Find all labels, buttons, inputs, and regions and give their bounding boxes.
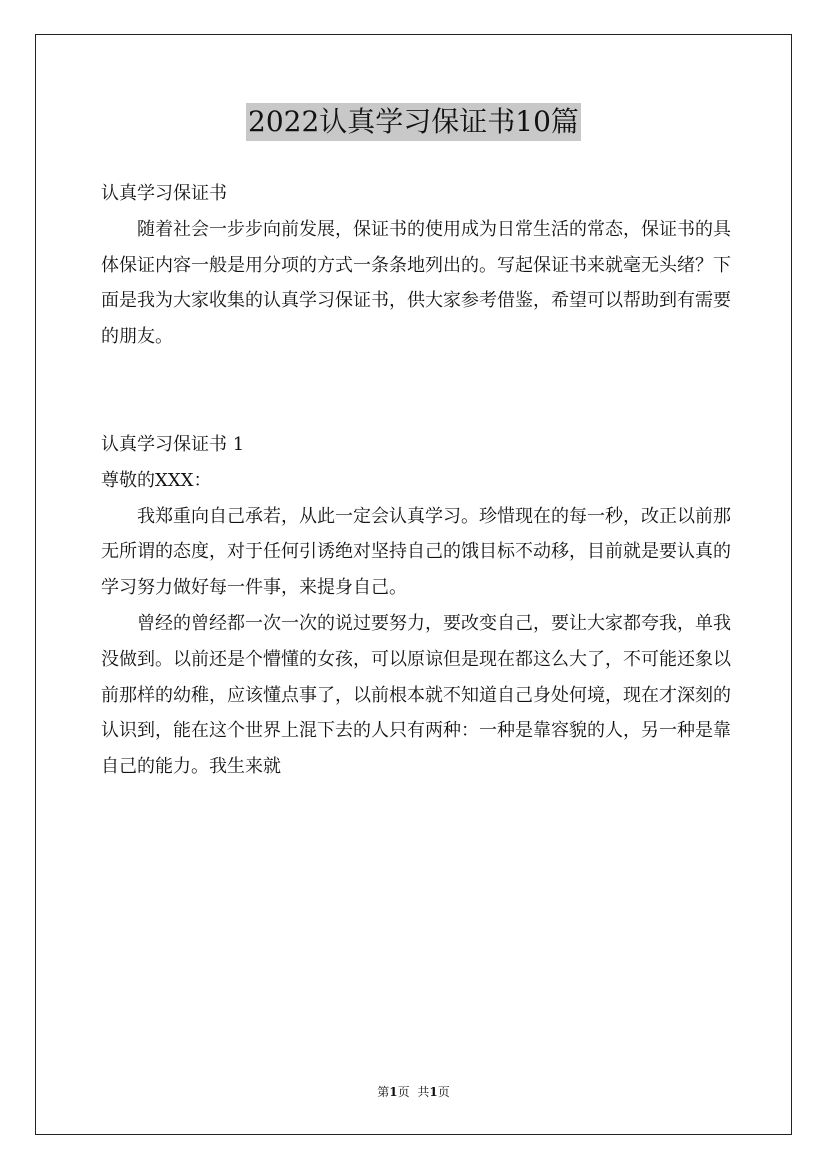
footer-total-pages: 1 (429, 1085, 438, 1099)
page-footer (0, 1084, 827, 1100)
footer-page-number: 1 (389, 1085, 398, 1099)
document-title: 2022认真学习保证书10篇 (246, 103, 581, 141)
intro-heading: 认真学习保证书 (101, 183, 227, 204)
title-container (0, 103, 827, 141)
body-paragraph-1: 我郑重向自己承若，从此一定会认真学习。珍惜现在的每一秒，改正以前那无所谓的态度，对于任何引诱绝对坚持自己的饿目标不动移，目前就是要认真的学习努力做好每一件事，来提身自己。 (101, 505, 731, 599)
footer-page-suffix: 页 (397, 1085, 410, 1099)
footer-total-suffix: 页 (437, 1085, 450, 1099)
document-body (101, 176, 731, 785)
footer-prefix: 第 (377, 1085, 390, 1099)
footer-total-prefix: 共 (417, 1085, 430, 1099)
section-heading: 认真学习保证书 1 (101, 433, 245, 455)
section-spacer (101, 355, 731, 427)
intro-paragraph: 随着社会一步步向前发展，保证书的使用成为日常生活的常态，保证书的具体保证内容一般是用分项的方式一条条地列出的。写起保证书来就毫无头绪？下面是我为大家收集的认真学习保证书，供大家参考借鉴，希望可以帮助到有需要的朋友。 (101, 218, 731, 348)
body-paragraph-2: 曾经的曾经都一次一次的说过要努力，要改变自己，要让大家都夸我，单我没做到。以前还是个懵懂的女孩，可以原谅但是现在都这么大了，不可能还象以前那样的幼稚，应该懂点事了，以前根本就不知道自己身处何境，现在才深刻的认识到，能在这个世界上混下去的人只有两种：一种是靠容貌的人，另一种是靠自己的能力。我生来就 (101, 612, 731, 778)
salutation: 尊敬的XXX： (101, 469, 212, 491)
